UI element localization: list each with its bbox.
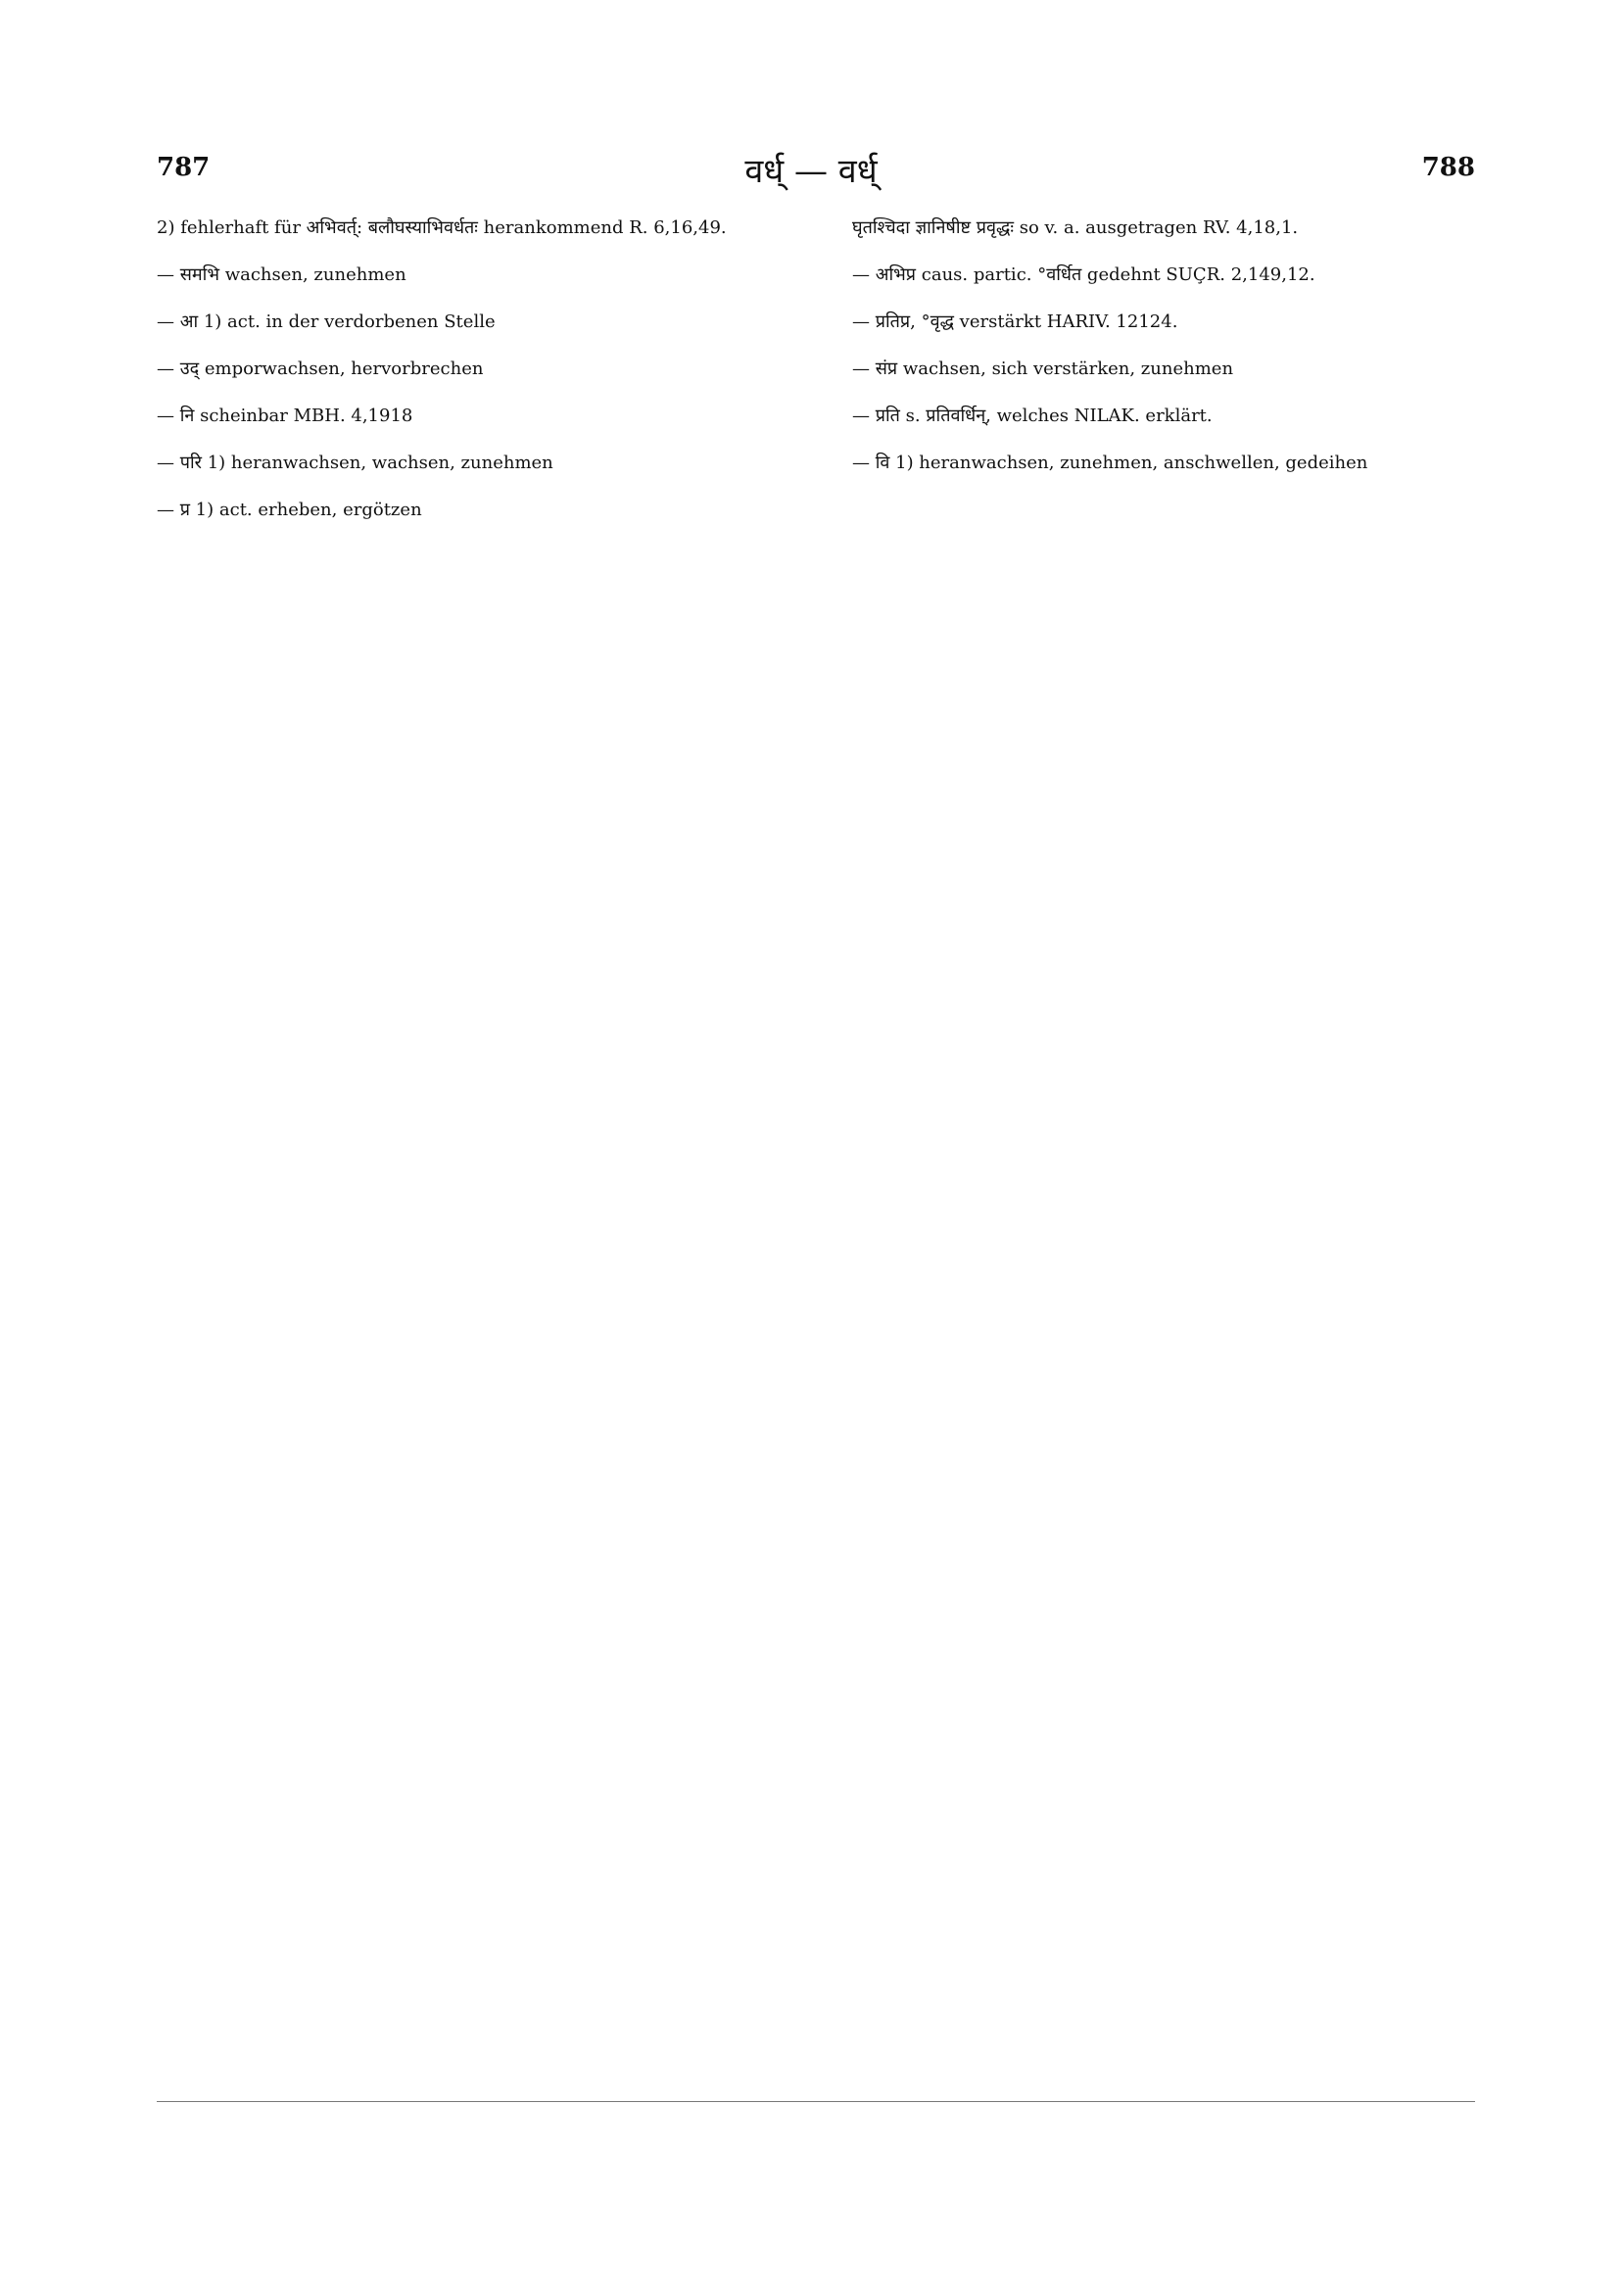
paragraph: — प्रति s. प्रतिवर्धिन्, welches NILAK. erklärt.	[852, 406, 1213, 426]
paragraph: — संप्र wachsen, sich verstärken, zunehmen	[852, 359, 1234, 379]
left-page-number: 787	[157, 153, 211, 182]
paragraph: — नि scheinbar MBH. 4,1918	[157, 406, 413, 426]
paragraph: — प्रतिप्र, °वृद्ध verstärkt HARIV. 12124.	[852, 311, 1178, 332]
bottom-rule	[157, 2101, 1475, 2102]
page-header	[0, 147, 1622, 206]
paragraph: — वि 1) heranwachsen, zunehmen, anschwellen, gedeihen	[852, 453, 1368, 473]
left-column	[157, 211, 833, 2086]
paragraph: — परि 1) heranwachsen, wachsen, zunehmen	[157, 453, 553, 473]
paragraph: — प्र 1) act. erheben, ergötzen	[157, 500, 422, 520]
paragraph: — समभि wachsen, zunehmen	[157, 264, 406, 285]
header-title: वर्ध् — वर्ध्	[744, 152, 878, 191]
paragraph: — उद् emporwachsen, hervorbrechen	[157, 359, 484, 379]
paragraph: — आ 1) act. in der verdorbenen Stelle	[157, 311, 496, 332]
right-column	[852, 211, 1489, 2086]
right-page-number: 788	[1421, 153, 1475, 182]
paragraph: घृतश्चिदा ज्ञानिषीष्ट प्रवृद्धः so v. a. ausgetragen RV. 4,18,1.	[852, 217, 1299, 238]
paragraph: — अभिप्र caus. partic. °वर्धित gedehnt SUÇR. 2,149,12.	[852, 264, 1315, 285]
paragraph: 2) fehlerhaft für अभिवर्त्: बलौघस्याभिवर्धतः herankommend R. 6,16,49.	[157, 217, 727, 238]
